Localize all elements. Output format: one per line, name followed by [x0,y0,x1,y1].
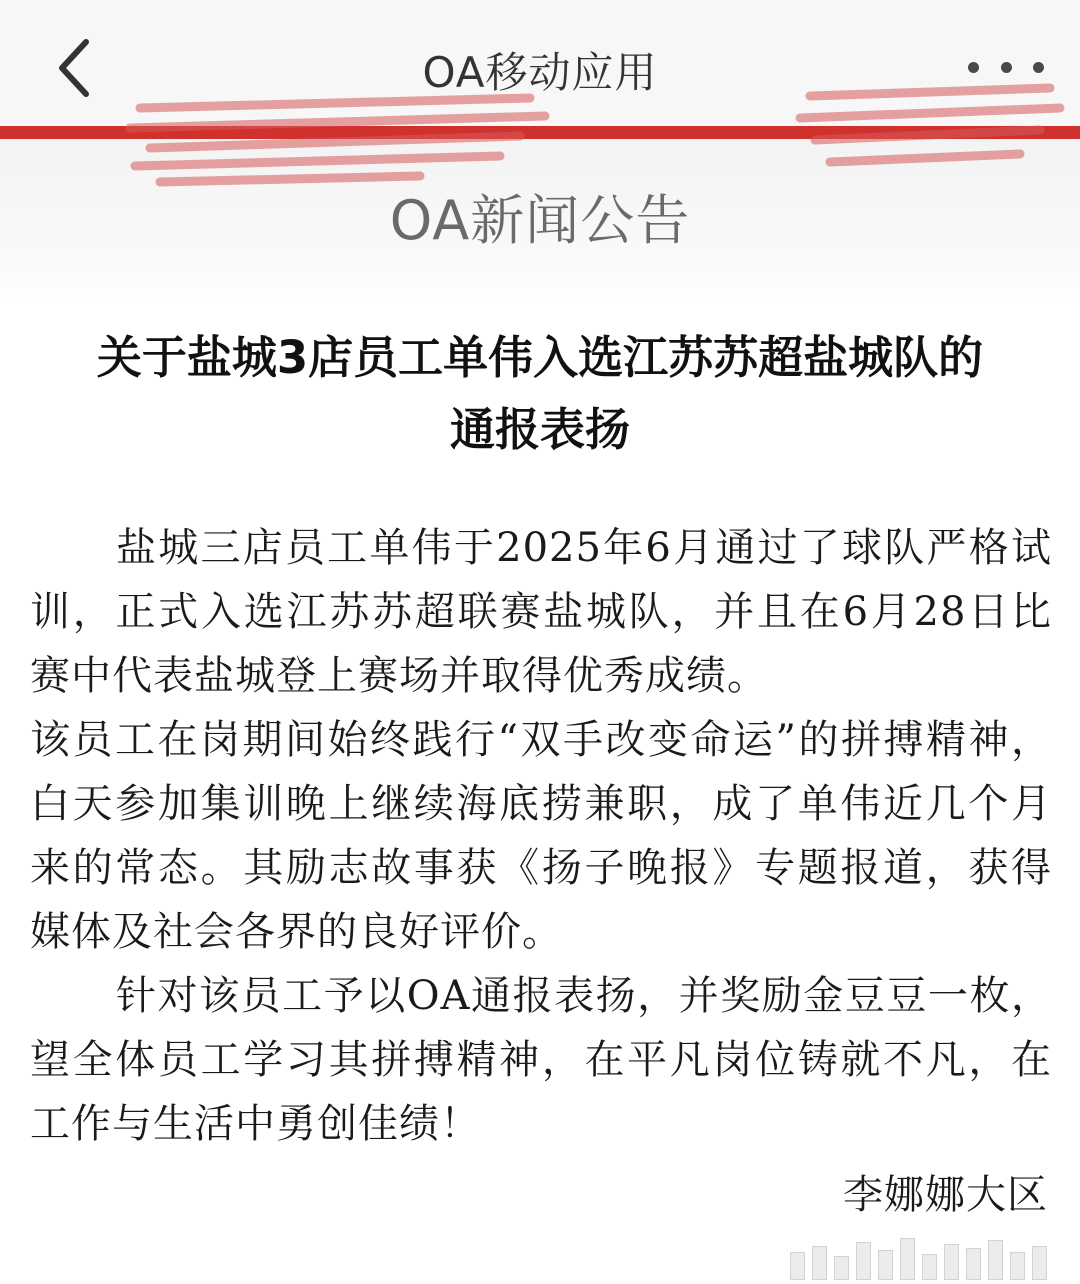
notice-title [20,322,1060,466]
section-title: OA新闻公告 [389,189,691,252]
notice-title-line1: 关于盐城3店员工单伟入选江苏苏超盐城队的 [96,331,984,384]
nav-bar [0,0,1080,128]
nav-title: OA移动应用 [422,48,658,97]
watermark-bars [790,1232,1070,1280]
notice-title-line2: 通报表扬 [449,403,630,456]
notice-signature: 李娜娜大区 [843,1172,1048,1218]
body-paragraph: 盐城三店员工单伟于2025年6月通过了球队严格试训，正式入选江苏苏超联赛盐城队，并且在6月28日比赛中代表盐城登上赛场并取得优秀成绩。 [30,525,1052,699]
body-paragraph: 该员工在岗期间始终践行“双手改变命运”的拼搏精神，白天参加集训晚上继续海底捞兼职，成了单伟近几个月来的常态。其励志故事获《扬子晚报》专题报道，获得媒体及社会各界的良好评价。 [30,717,1052,955]
notice-body [30,516,1052,1156]
body-paragraph: 针对该员工予以OA通报表扬，并奖励金豆豆一枚，望全体员工学习其拼搏精神，在平凡岗位铸就不凡，在工作与生活中勇创佳绩！ [30,973,1052,1147]
header-red-rule [0,126,1080,139]
more-options-button[interactable] [968,52,1044,82]
more-dots-icon [968,62,979,73]
